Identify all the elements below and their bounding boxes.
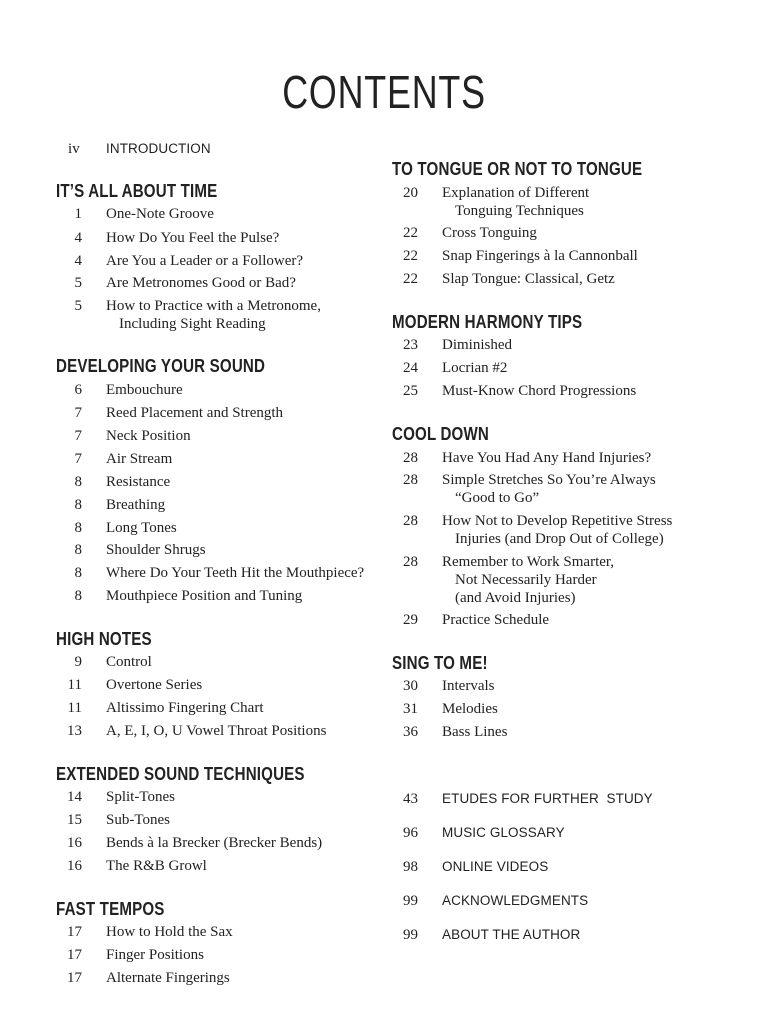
entry-title-line: (and Avoid Injuries) bbox=[455, 590, 576, 606]
entry-title: ACKNOWLEDGMENTS bbox=[442, 893, 589, 908]
entry-title bbox=[442, 611, 549, 629]
entry-title bbox=[106, 653, 152, 671]
entry-title bbox=[106, 519, 177, 537]
page-number: 17 bbox=[67, 924, 82, 940]
page-number: 8 bbox=[74, 565, 82, 581]
section-heading-modern-harmony-tips: MODERN HARMONY TIPS bbox=[392, 312, 583, 332]
entry-title bbox=[106, 564, 364, 582]
entry-title-line: Not Necessarily Harder bbox=[455, 572, 597, 588]
page-number: 17 bbox=[67, 970, 82, 986]
page-number: 31 bbox=[403, 701, 418, 717]
section-heading-it-s-all-about-time: IT’S ALL ABOUT TIME bbox=[56, 181, 218, 201]
entry-title-line: Finger Positions bbox=[106, 947, 204, 963]
entry-title bbox=[106, 473, 170, 491]
entry-title bbox=[442, 553, 614, 607]
entry-title-line: Reed Placement and Strength bbox=[106, 405, 284, 421]
page-number: 28 bbox=[403, 513, 418, 529]
entry-title-line: Cross Tonguing bbox=[442, 225, 537, 241]
entry-title bbox=[106, 404, 283, 422]
page-number: 8 bbox=[74, 474, 82, 490]
page-number: 8 bbox=[74, 542, 82, 558]
entry-title-line: Must-Know Chord Progressions bbox=[442, 383, 637, 399]
entry-title bbox=[106, 427, 191, 445]
entry-title bbox=[442, 382, 636, 400]
entry-title-line: Overtone Series bbox=[106, 677, 203, 693]
page-number: 22 bbox=[403, 225, 418, 241]
entry-title-line: Mouthpiece Position and Tuning bbox=[106, 588, 303, 604]
entry-title: MUSIC GLOSSARY bbox=[442, 825, 565, 840]
page-number: 22 bbox=[403, 248, 418, 264]
entry-title bbox=[106, 788, 175, 806]
entry-title bbox=[106, 381, 183, 399]
section-heading-extended-sound-techniques: EXTENDED SOUND TECHNIQUES bbox=[56, 764, 305, 784]
entry-title-line: How Do You Feel the Pulse? bbox=[106, 230, 280, 246]
entry-title-line: How to Practice with a Metronome, bbox=[106, 298, 321, 314]
page-number: 5 bbox=[74, 275, 82, 291]
entry-title-line: Bends à la Brecker (Brecker Bends) bbox=[106, 835, 323, 851]
page-number: 96 bbox=[403, 825, 418, 841]
page-number: 36 bbox=[403, 724, 418, 740]
entry-title-line: Where Do Your Teeth Hit the Mouthpiece? bbox=[106, 565, 365, 581]
page-title: CONTENTS bbox=[282, 66, 486, 118]
page-number: 8 bbox=[74, 520, 82, 536]
entry-title-line: How to Hold the Sax bbox=[106, 924, 233, 940]
page-number: 9 bbox=[74, 654, 82, 670]
page-number: 4 bbox=[74, 253, 82, 269]
page-number: 5 bbox=[74, 298, 82, 314]
entry-title bbox=[106, 722, 326, 740]
entry-title-line: Simple Stretches So You’re Always bbox=[442, 472, 656, 488]
entry-title-line: Have You Had Any Hand Injuries? bbox=[442, 450, 652, 466]
entry-title-line: Injuries (and Drop Out of College) bbox=[455, 531, 664, 547]
page-number: 99 bbox=[403, 927, 418, 943]
page-number: 8 bbox=[74, 588, 82, 604]
entry-title bbox=[442, 184, 589, 220]
entry-title-line: “Good to Go” bbox=[455, 490, 540, 506]
entry-title bbox=[442, 336, 512, 354]
entry-title bbox=[442, 224, 537, 242]
entry-title-line: A, E, I, O, U Vowel Throat Positions bbox=[106, 723, 327, 739]
page-number: 28 bbox=[403, 450, 418, 466]
entry-title bbox=[442, 723, 507, 741]
section-heading-to-tongue-or-not-to-tongue: TO TONGUE OR NOT TO TONGUE bbox=[392, 159, 643, 179]
entry-title-line: Melodies bbox=[442, 701, 498, 717]
entry-title-line: Split-Tones bbox=[106, 789, 175, 805]
page-number: 98 bbox=[403, 859, 418, 875]
entry-title-line: The R&B Growl bbox=[106, 858, 207, 874]
entry-title bbox=[106, 699, 264, 717]
entry-title-line: Altissimo Fingering Chart bbox=[106, 700, 264, 716]
page-number: 23 bbox=[403, 337, 418, 353]
page-number: 25 bbox=[403, 383, 418, 399]
page-number: 17 bbox=[67, 947, 82, 963]
entry-title bbox=[106, 297, 321, 333]
page-number: 28 bbox=[403, 554, 418, 570]
entry-title-line: How Not to Develop Repetitive Stress bbox=[442, 513, 673, 529]
entry-title: INTRODUCTION bbox=[106, 141, 211, 156]
entry-title bbox=[106, 676, 202, 694]
entry-title bbox=[106, 274, 296, 292]
page-number: 6 bbox=[74, 382, 82, 398]
section-heading-sing-to-me: SING TO ME! bbox=[392, 653, 488, 673]
entry-title bbox=[106, 450, 172, 468]
page-number: 14 bbox=[67, 789, 82, 805]
page-number: 8 bbox=[74, 497, 82, 513]
entry-title-line: Air Stream bbox=[106, 451, 173, 467]
entry-title bbox=[106, 857, 207, 875]
page-number: 20 bbox=[403, 185, 418, 201]
entry-title bbox=[442, 270, 615, 288]
entry-title-line: Explanation of Different bbox=[442, 185, 590, 201]
entry-title-line: Are Metronomes Good or Bad? bbox=[106, 275, 296, 291]
entry-title-line: Snap Fingerings à la Cannonball bbox=[442, 248, 638, 264]
entry-title-line: Slap Tongue: Classical, Getz bbox=[442, 271, 615, 287]
entry-title bbox=[442, 677, 494, 695]
entry-title-line: Sub-Tones bbox=[106, 812, 170, 828]
page-number: 11 bbox=[67, 700, 82, 716]
entry-title: ETUDES FOR FURTHER STUDY bbox=[442, 791, 653, 806]
entry-title-line: Locrian #2 bbox=[442, 360, 508, 376]
page-number: 7 bbox=[74, 451, 82, 467]
entry-title-line: Bass Lines bbox=[442, 724, 508, 740]
entry-title-line: Embouchure bbox=[106, 382, 183, 398]
entry-title-line: Long Tones bbox=[106, 520, 177, 536]
section-heading-developing-your-sound: DEVELOPING YOUR SOUND bbox=[56, 356, 266, 376]
page-number: 7 bbox=[74, 405, 82, 421]
entry-title: ABOUT THE AUTHOR bbox=[442, 927, 581, 942]
page-number: iv bbox=[68, 141, 80, 157]
entry-title bbox=[106, 587, 302, 605]
page-number: 99 bbox=[403, 893, 418, 909]
entry-title bbox=[442, 359, 507, 377]
entry-title bbox=[442, 512, 672, 548]
page-number: 1 bbox=[74, 206, 82, 222]
entry-title-line: Including Sight Reading bbox=[119, 316, 266, 332]
entry-title bbox=[106, 205, 214, 223]
page-number: 22 bbox=[403, 271, 418, 287]
page-number: 28 bbox=[403, 472, 418, 488]
entry-title-line: Control bbox=[106, 654, 152, 670]
entry-title bbox=[106, 923, 233, 941]
entry-title-line: Alternate Fingerings bbox=[106, 970, 230, 986]
entry-title-line: One-Note Groove bbox=[106, 206, 214, 222]
entry-title-line: Remember to Work Smarter, bbox=[442, 554, 615, 570]
page-number: 11 bbox=[67, 677, 82, 693]
page-number: 16 bbox=[67, 858, 82, 874]
page-number: 13 bbox=[67, 723, 82, 739]
entry-title bbox=[442, 449, 651, 467]
entry-title bbox=[106, 946, 204, 964]
page-number: 15 bbox=[67, 812, 82, 828]
entry-title-line: Practice Schedule bbox=[442, 612, 550, 628]
page-number: 4 bbox=[74, 230, 82, 246]
entry-title bbox=[106, 252, 303, 270]
page-number: 29 bbox=[403, 612, 418, 628]
entry-title-line: Shoulder Shrugs bbox=[106, 542, 206, 558]
entry-title bbox=[106, 229, 279, 247]
entry-title bbox=[106, 496, 165, 514]
section-heading-high-notes: HIGH NOTES bbox=[56, 629, 152, 649]
page-number: 43 bbox=[403, 791, 418, 807]
section-heading-cool-down: COOL DOWN bbox=[392, 424, 489, 444]
page-number: 16 bbox=[67, 835, 82, 851]
page-number: 30 bbox=[403, 678, 418, 694]
entry-title bbox=[442, 471, 656, 507]
page-number: 24 bbox=[403, 360, 418, 376]
entry-title bbox=[442, 247, 638, 265]
section-heading-fast-tempos: FAST TEMPOS bbox=[56, 899, 165, 919]
entry-title-line: Tonguing Techniques bbox=[455, 203, 584, 219]
entry-title-line: Intervals bbox=[442, 678, 495, 694]
entry-title-line: Diminished bbox=[442, 337, 512, 353]
entry-title-line: Are You a Leader or a Follower? bbox=[106, 253, 304, 269]
entry-title: ONLINE VIDEOS bbox=[442, 859, 549, 874]
entry-title-line: Neck Position bbox=[106, 428, 191, 444]
entry-title-line: Resistance bbox=[106, 474, 171, 490]
entry-title bbox=[106, 541, 206, 559]
entry-title bbox=[106, 834, 322, 852]
entry-title-line: Breathing bbox=[106, 497, 166, 513]
entry-title bbox=[106, 811, 170, 829]
entry-title bbox=[106, 969, 230, 987]
page-number: 7 bbox=[74, 428, 82, 444]
entry-title bbox=[442, 700, 498, 718]
